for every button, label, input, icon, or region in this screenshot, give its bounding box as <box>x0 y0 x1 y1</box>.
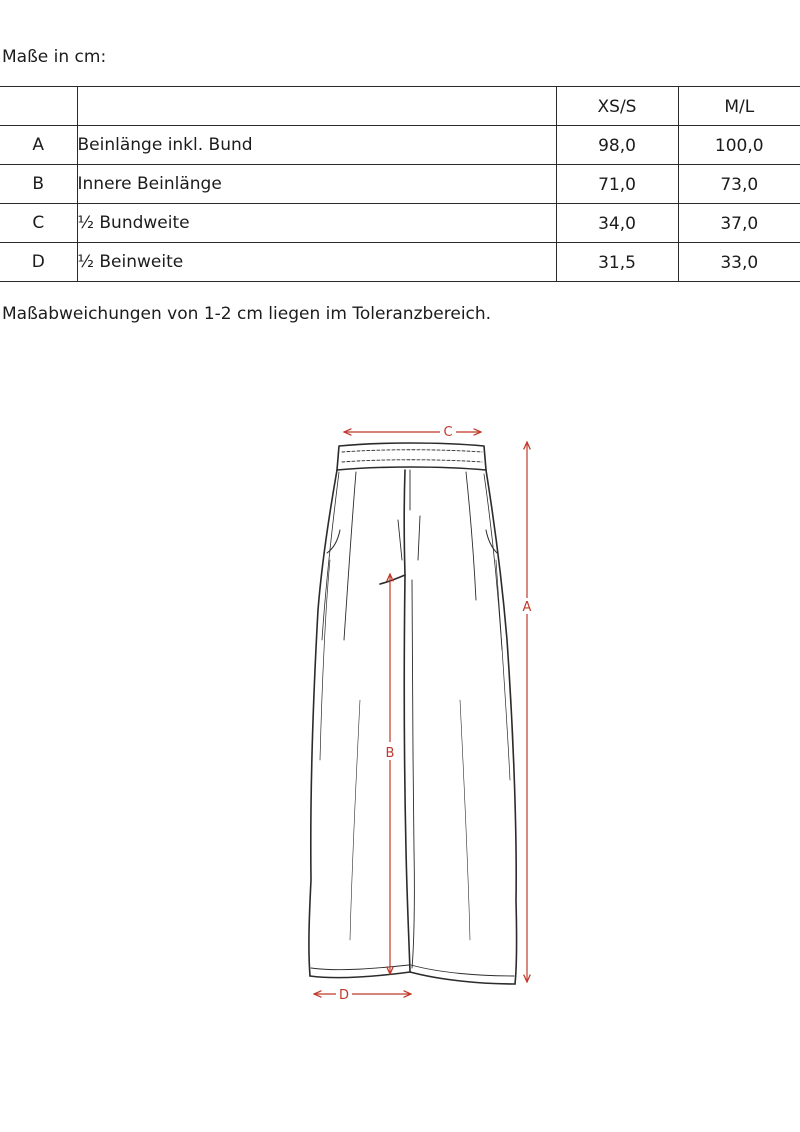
row-key: D <box>0 243 77 282</box>
row-label: Beinlänge inkl. Bund <box>77 126 556 165</box>
left-hem <box>310 972 410 978</box>
row-value-xs-s: 31,5 <box>556 243 678 282</box>
row-key: A <box>0 126 77 165</box>
row-key: B <box>0 165 77 204</box>
row-key: C <box>0 204 77 243</box>
inseam <box>404 575 410 972</box>
row-label: ½ Bundweite <box>77 204 556 243</box>
measurement-labels <box>339 425 532 1003</box>
measure-b-label: B <box>385 746 395 761</box>
row-label: Innere Beinlänge <box>77 165 556 204</box>
row-value-m-l: 33,0 <box>678 243 800 282</box>
size-chart-heading: Maße in cm: <box>2 47 107 67</box>
waistband <box>337 443 486 470</box>
measure-a-label: A <box>522 600 532 615</box>
trousers-sketch <box>309 443 517 984</box>
row-value-m-l: 37,0 <box>678 204 800 243</box>
row-value-m-l: 100,0 <box>678 126 800 165</box>
row-value-xs-s: 71,0 <box>556 165 678 204</box>
row-label: ½ Beinweite <box>77 243 556 282</box>
row-value-xs-s: 34,0 <box>556 204 678 243</box>
header-m-l: M/L <box>678 87 800 126</box>
right-leg-outline <box>486 470 517 984</box>
left-leg-outline <box>309 470 337 976</box>
header-xs-s: XS/S <box>556 87 678 126</box>
fly <box>380 470 405 584</box>
measure-c-label: C <box>443 425 453 440</box>
row-value-xs-s: 98,0 <box>556 126 678 165</box>
tolerance-note: Maßabweichungen von 1-2 cm liegen im Toleranzbereich. <box>2 304 492 324</box>
measure-d-label: D <box>338 988 350 1003</box>
measurement-lines <box>314 432 527 994</box>
row-value-m-l: 73,0 <box>678 165 800 204</box>
